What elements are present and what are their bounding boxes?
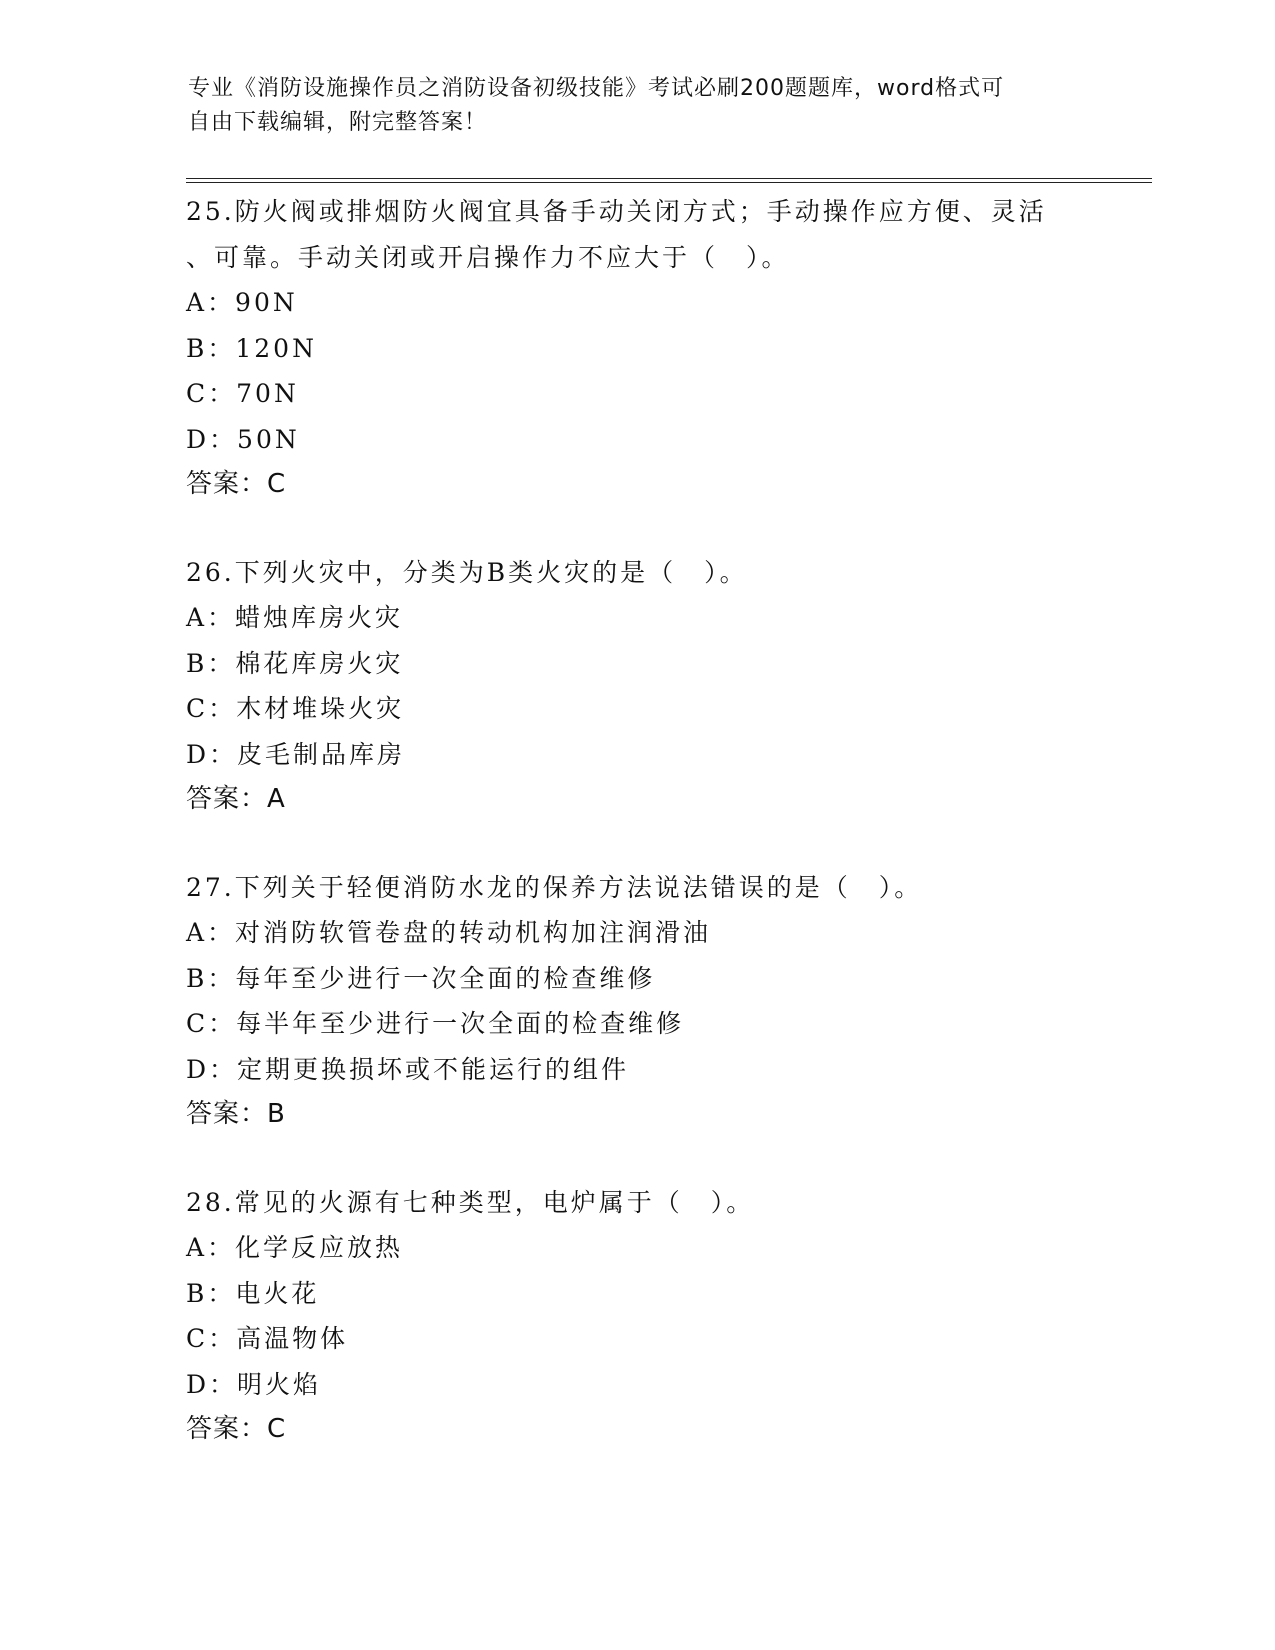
header-double-rule bbox=[186, 178, 1152, 183]
document-header bbox=[188, 72, 1068, 140]
question-stem-line: 26.下列火灾中，分类为B类火灾的是（ ）。 bbox=[186, 557, 748, 587]
option-c: C：高温物体 bbox=[186, 1324, 349, 1353]
option-d: D：定期更换损坏或不能运行的组件 bbox=[186, 1054, 630, 1084]
question-stem-line: 、可靠。手动关闭或开启操作力不应大于（ ）。 bbox=[186, 242, 790, 272]
option-a: A：蜡烛库房火灾 bbox=[186, 603, 404, 632]
option-a: A：90N bbox=[186, 288, 298, 317]
option-c: C：木材堆垛火灾 bbox=[186, 694, 405, 723]
answer-label: 答案：A bbox=[186, 784, 286, 814]
option-b: B：电火花 bbox=[186, 1278, 320, 1308]
question-stem-line: 27.下列关于轻便消防水龙的保养方法说法错误的是（ ）。 bbox=[186, 872, 923, 902]
option-c: C：70N bbox=[186, 379, 299, 408]
header-line-1: 专业《消防设施操作员之消防设备初级技能》考试必刷200题题库，word格式可 bbox=[188, 76, 1005, 101]
answer-label: 答案：B bbox=[186, 1099, 286, 1129]
option-c: C：每半年至少进行一次全面的检查维修 bbox=[186, 1009, 685, 1038]
header-line-2: 自由下载编辑，附完整答案！ bbox=[188, 110, 488, 135]
question-27 bbox=[186, 865, 1086, 1138]
question-26 bbox=[186, 550, 1086, 823]
option-d: D：明火焰 bbox=[186, 1369, 322, 1399]
option-a: A：化学反应放热 bbox=[186, 1233, 404, 1262]
option-b: B：120N bbox=[186, 333, 317, 363]
question-28 bbox=[186, 1180, 1086, 1453]
question-25 bbox=[186, 189, 1086, 508]
answer-label: 答案：C bbox=[186, 1414, 287, 1444]
option-d: D：50N bbox=[186, 424, 300, 454]
option-b: B：棉花库房火灾 bbox=[186, 648, 404, 678]
option-d: D：皮毛制品库房 bbox=[186, 739, 406, 769]
answer-label: 答案：C bbox=[186, 469, 287, 499]
option-a: A：对消防软管卷盘的转动机构加注润滑油 bbox=[186, 918, 712, 947]
question-stem-line: 25.防火阀或排烟防火阀宜具备手动关闭方式；手动操作应方便、灵活 bbox=[186, 197, 1047, 226]
option-b: B：每年至少进行一次全面的检查维修 bbox=[186, 963, 656, 993]
question-stem-line: 28.常见的火源有七种类型，电炉属于（ ）。 bbox=[186, 1187, 755, 1217]
question-list bbox=[186, 189, 1086, 1495]
